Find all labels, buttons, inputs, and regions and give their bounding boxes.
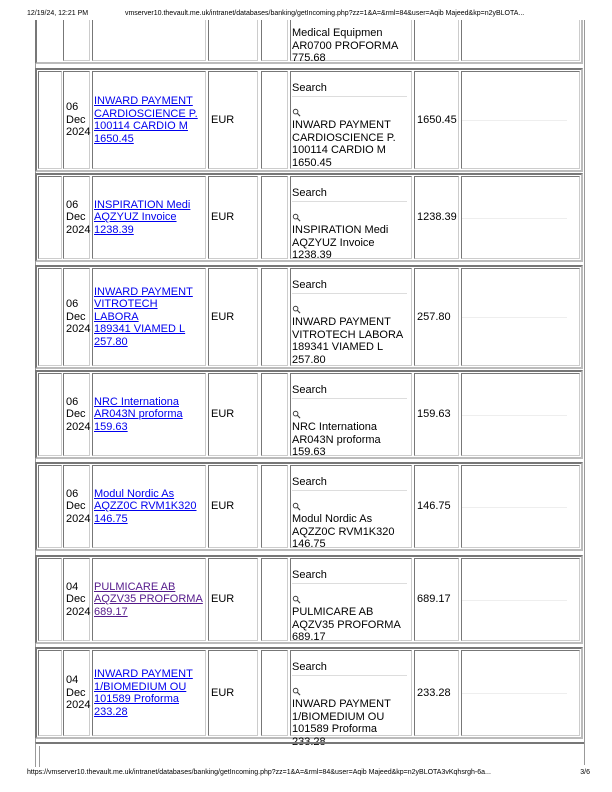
amount-cell	[414, 176, 459, 259]
search-label[interactable]: Search	[292, 384, 327, 396]
transaction-link[interactable]: INWARD PAYMENT 1/BIOMEDIUM OU 101589 Proforma 233.28	[94, 668, 193, 718]
action-cell	[461, 465, 580, 548]
date-month: Dec	[66, 211, 86, 224]
search-icon[interactable]	[292, 108, 301, 117]
action-cell	[461, 176, 580, 259]
description-text: PULMICARE AB AQZV35 PROFORMA 689.17	[292, 606, 401, 643]
table-row	[35, 173, 583, 262]
search-icon[interactable]	[292, 213, 301, 222]
table-row	[35, 265, 583, 369]
transaction-link[interactable]: PULMICARE AB AQZV35 PROFORMA 689.17	[94, 580, 203, 618]
description-cell	[290, 465, 412, 548]
date-day: 04	[66, 580, 79, 593]
amount-value: 257.80	[417, 310, 451, 323]
description-text: INSPIRATION Medi AQZYUZ Invoice 1238.39	[292, 224, 389, 261]
transaction-link[interactable]: INWARD PAYMENT VITROTECH LABORA 189341 VIAMED L 257.80	[94, 285, 193, 348]
date-month: Dec	[66, 500, 86, 513]
action-cell	[461, 558, 580, 641]
search-icon[interactable]	[292, 595, 301, 604]
date-year: 2024	[66, 126, 91, 139]
currency-cell	[208, 176, 258, 259]
transaction-link[interactable]: NRC Internationa AR043N proforma 159.63	[94, 395, 183, 433]
currency-cell	[208, 373, 258, 456]
action-cell	[461, 650, 580, 736]
amount-value: 233.28	[417, 686, 451, 699]
search-label[interactable]: Search	[292, 661, 327, 673]
amount-cell	[414, 650, 459, 736]
spacer-cell	[261, 465, 288, 548]
transaction-link[interactable]: INSPIRATION Medi AQZYUZ Invoice 1238.39	[94, 198, 191, 236]
date-month: Dec	[66, 408, 86, 421]
date-day: 06	[66, 395, 79, 408]
description-text: INWARD PAYMENT CARDIOSCIENCE P. 100114 CARDIO M 1650.45	[292, 119, 396, 169]
amount-value: 1650.45	[417, 113, 457, 126]
date-cell	[63, 373, 90, 456]
description-cell	[290, 20, 412, 64]
page-number: 3/6	[580, 769, 590, 776]
currency-value: EUR	[211, 113, 235, 126]
date-cell	[63, 558, 90, 641]
table-row	[35, 555, 583, 644]
amount-value: 689.17	[417, 593, 451, 606]
description-text: Modul Nordic As AQZZ0C RVM1K320 146.75	[292, 513, 395, 550]
date-month: Dec	[66, 113, 86, 126]
currency-value: EUR	[211, 500, 235, 513]
amount-cell	[414, 465, 459, 548]
date-day: 06	[66, 101, 79, 114]
transaction-link-cell	[92, 465, 206, 548]
currency-cell	[208, 465, 258, 548]
transaction-link[interactable]: INWARD PAYMENT CARDIOSCIENCE P. 100114 CARDIO M 1650.45	[94, 95, 198, 145]
print-header-url: vmserver10.thevault.me.uk/intranet/databases/banking/getIncoming.php?zz=1&A=&rml=84&user=Aqib Majeed&kp=n2yBLOTA...	[124, 10, 525, 17]
description-text: Medical Equipmen AR0700 PROFORMA 775.68	[292, 27, 399, 64]
amount-value: 146.75	[417, 500, 451, 513]
amount-value: 1238.39	[417, 211, 457, 224]
amount-value: 159.63	[417, 408, 451, 421]
amount-cell	[414, 373, 459, 456]
description-cell	[290, 71, 412, 169]
currency-value: EUR	[211, 593, 235, 606]
date-year: 2024	[66, 323, 91, 336]
transaction-link-cell	[92, 71, 206, 169]
search-label[interactable]: Search	[292, 82, 327, 94]
print-footer	[27, 768, 590, 778]
date-cell	[63, 650, 90, 736]
table-row	[35, 68, 583, 172]
date-day: 06	[66, 298, 79, 311]
action-cell	[461, 373, 580, 456]
search-icon[interactable]	[292, 305, 301, 314]
spacer-cell	[261, 268, 288, 366]
description-cell	[290, 373, 412, 456]
description-text: NRC Internationa AR043N proforma 159.63	[292, 421, 381, 458]
print-footer-url: https://vmserver10.thevault.me.uk/intranet/databases/banking/getIncoming.php?zz=1&A=&rml=84&user=Aqib Majeed&kp=n2yBLOTA3vKqhsrgh-6a...	[27, 769, 491, 776]
table-row	[35, 370, 583, 459]
description-text: INWARD PAYMENT 1/BIOMEDIUM OU 101589 Proforma 233.28	[292, 698, 391, 748]
date-day: 06	[66, 198, 79, 211]
currency-cell	[208, 650, 258, 736]
currency-cell	[208, 71, 258, 169]
date-year: 2024	[66, 223, 91, 236]
amount-cell	[414, 558, 459, 641]
transaction-link-cell	[92, 650, 206, 736]
date-month: Dec	[66, 593, 86, 606]
print-header	[27, 9, 590, 19]
amount-cell	[414, 268, 459, 366]
action-cell	[461, 71, 580, 169]
spacer-cell	[261, 71, 288, 169]
action-cell	[461, 268, 580, 366]
date-year: 2024	[66, 512, 91, 525]
date-cell	[63, 71, 90, 169]
spacer-cell	[261, 558, 288, 641]
date-year: 2024	[66, 420, 91, 433]
transaction-link[interactable]: Modul Nordic As AQZZ0C RVM1K320 146.75	[94, 487, 197, 525]
date-day: 06	[66, 487, 79, 500]
spacer-cell	[261, 176, 288, 259]
currency-value: EUR	[211, 686, 235, 699]
search-label[interactable]: Search	[292, 279, 327, 291]
amount-cell	[414, 71, 459, 169]
print-timestamp: 12/19/24, 12:21 PM	[27, 10, 89, 17]
search-label[interactable]: Search	[292, 187, 327, 199]
search-icon[interactable]	[292, 687, 301, 696]
transaction-link-cell	[92, 268, 206, 366]
date-month: Dec	[66, 310, 86, 323]
table-row	[35, 462, 583, 551]
date-cell	[63, 176, 90, 259]
date-year: 2024	[66, 605, 91, 618]
date-day: 04	[66, 674, 79, 687]
description-cell	[290, 268, 412, 366]
transaction-link-cell	[92, 558, 206, 641]
description-text: INWARD PAYMENT VITROTECH LABORA 189341 VIAMED L 257.80	[292, 316, 404, 366]
transaction-link-cell	[92, 373, 206, 456]
date-month: Dec	[66, 686, 86, 699]
description-cell	[290, 650, 412, 748]
currency-cell	[208, 558, 258, 641]
search-label[interactable]: Search	[292, 476, 327, 488]
spacer-cell	[261, 650, 288, 736]
currency-value: EUR	[211, 408, 235, 421]
search-icon[interactable]	[292, 502, 301, 511]
date-year: 2024	[66, 699, 91, 712]
date-cell	[63, 268, 90, 366]
description-cell	[290, 176, 412, 259]
spacer-cell	[261, 373, 288, 456]
search-icon[interactable]	[292, 410, 301, 419]
table-bottom	[35, 742, 584, 767]
table-row-partial	[35, 20, 583, 64]
currency-value: EUR	[211, 310, 235, 323]
currency-value: EUR	[211, 211, 235, 224]
currency-cell	[208, 268, 258, 366]
description-cell	[290, 558, 412, 641]
table-row	[35, 647, 583, 748]
date-cell	[63, 465, 90, 548]
search-label[interactable]: Search	[292, 569, 327, 581]
transaction-link-cell	[92, 176, 206, 259]
